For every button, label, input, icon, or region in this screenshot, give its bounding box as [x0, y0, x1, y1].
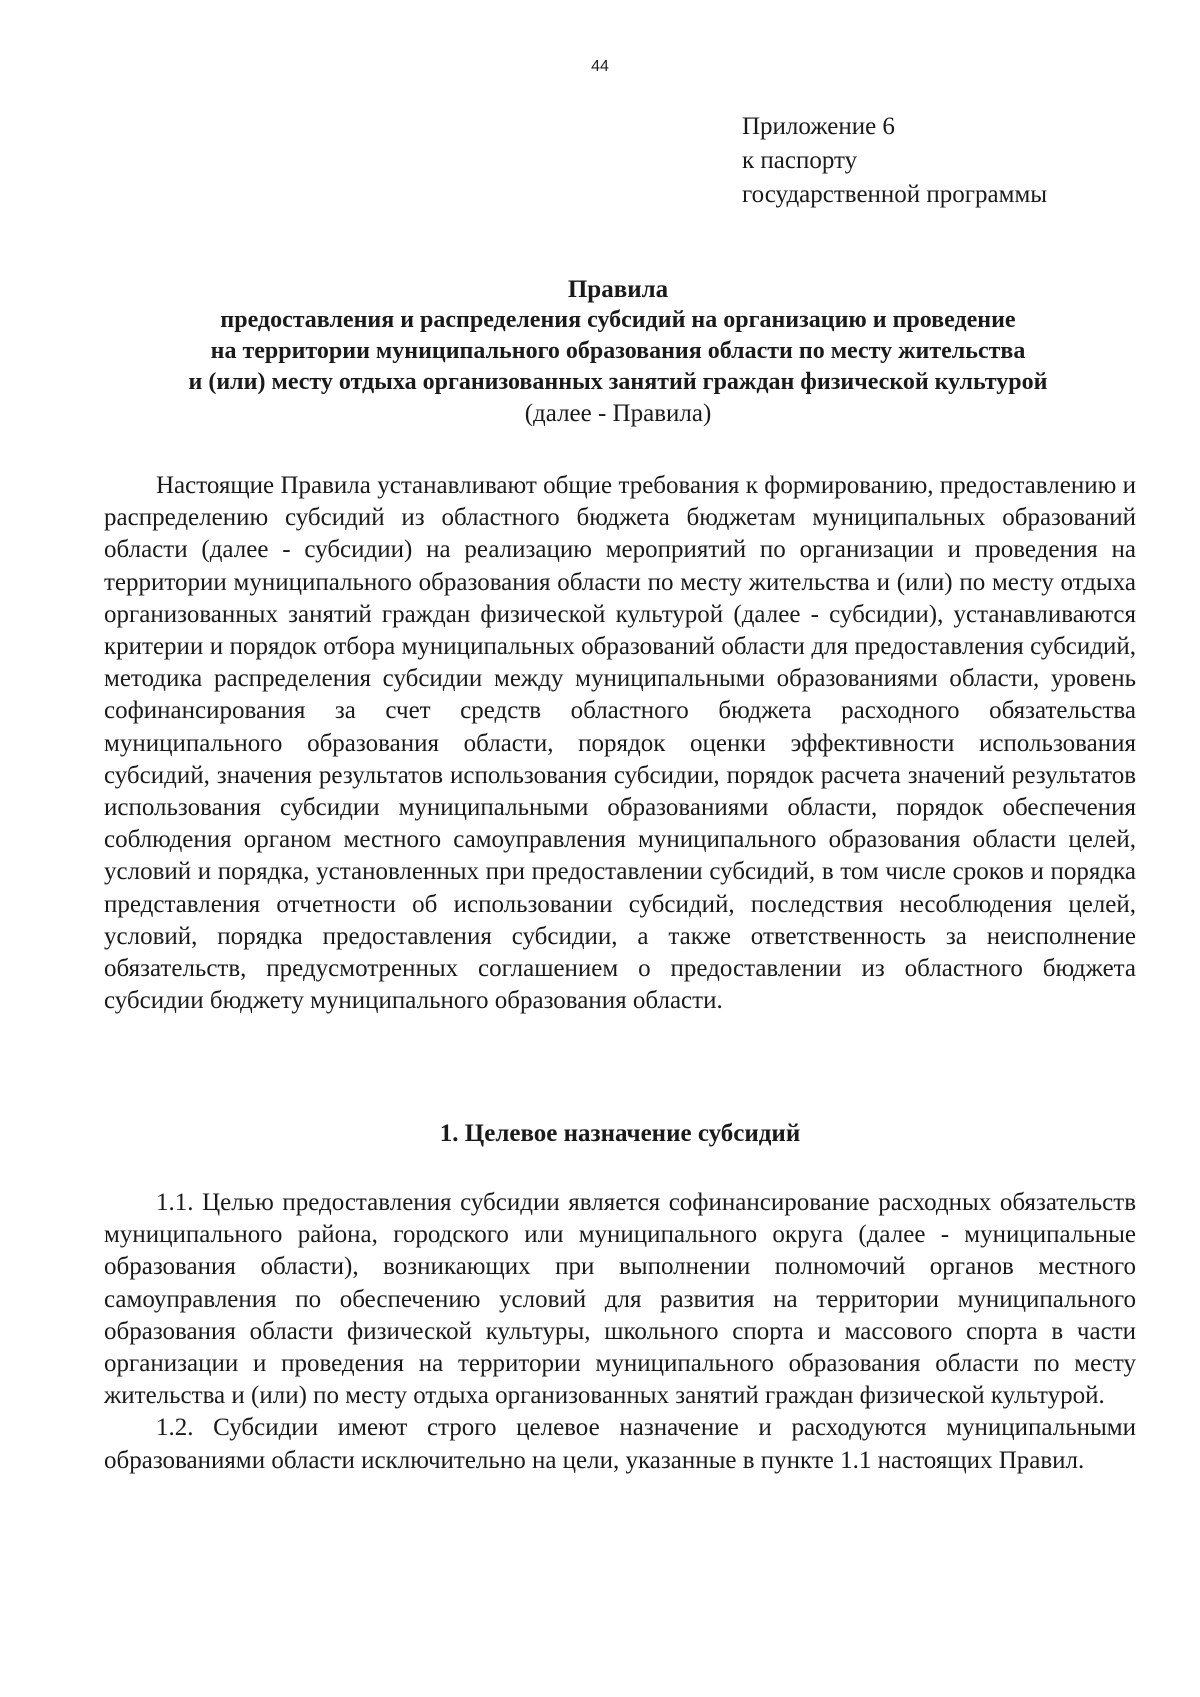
- title-line-3: и (или) месту отдыха организованных занятий граждан физической культурой: [188, 369, 1048, 395]
- appendix-line-3: государственной программы: [742, 181, 1048, 208]
- appendix-line-1: Приложение 6: [742, 113, 895, 140]
- title-line-2: на территории муниципального образования области по месту жительства: [210, 338, 1026, 364]
- intro-section: [104, 470, 1136, 1017]
- title-note: (далее - Правила): [524, 400, 712, 427]
- appendix-line-2: к паспорту: [742, 147, 858, 174]
- page-number: 44: [591, 58, 609, 75]
- paragraph-1-1: 1.1. Целью предоставления субсидии является софинансирование расходных обязательств муниципального района, городского или муниципального округа (далее - муниципальные образования области), возникающих при выполнении полномочий органов местного самоуправления по обеспечению условий для развития на территории муниципального образования области физической культуры, школьного спорта и массового спорта в части организации и проведения на территории муниципального образования области по месту жительства и (или) по месту отдыха организованных занятий граждан физической культурой.: [104, 1189, 1136, 1410]
- title-line-1: предоставления и распределения субсидий на организацию и проведение: [220, 307, 1016, 333]
- section-1-body: [104, 1187, 1136, 1477]
- appendix-reference: [742, 110, 1047, 212]
- paragraph-1-2: 1.2. Субсидии имеют строго целевое назначение и расходуются муниципальными образованиями области исключительно на цели, указанные в пункте 1.1 настоящих Правил.: [104, 1414, 1136, 1474]
- document-title: [100, 274, 1136, 430]
- section-1-heading: 1. Целевое назначение субсидий: [439, 1120, 801, 1147]
- title-main: Правила: [567, 276, 669, 303]
- intro-paragraph: Настоящие Правила устанавливают общие требования к формированию, предоставлению и распределению субсидий из областного бюджета бюджетам муниципальных образований области (далее - субсидии) на реализацию мероприятий по организации и проведения на территории муниципального образования области по месту жительства и (или) по месту отдыха организованных занятий граждан физической культурой (далее - субсидии), устанавливаются критерии и порядок отбора муниципальных образований области для предоставления субсидий, методика распределения субсидии между муниципальными образованиями области, уровень софинансирования за счет средств областного бюджета расходного обязательства муниципального образования области, порядок оценки эффективности использования субсидий, значения результатов использования субсидии, порядок расчета значений результатов использования субсидии муниципальными образованиями области, порядок обеспечения соблюдения органом местного самоуправления муниципального образования области целей, условий и порядка, установленных при предоставлении субсидий, в том числе сроков и порядка представления отчетности об использовании субсидий, последствия несоблюдения целей, условий, порядка предоставления субсидии, а также ответственность за неисполнение обязательств, предусмотренных соглашением о предоставлении из областного бюджета субсидии бюджету муниципального образования области.: [104, 472, 1136, 1015]
